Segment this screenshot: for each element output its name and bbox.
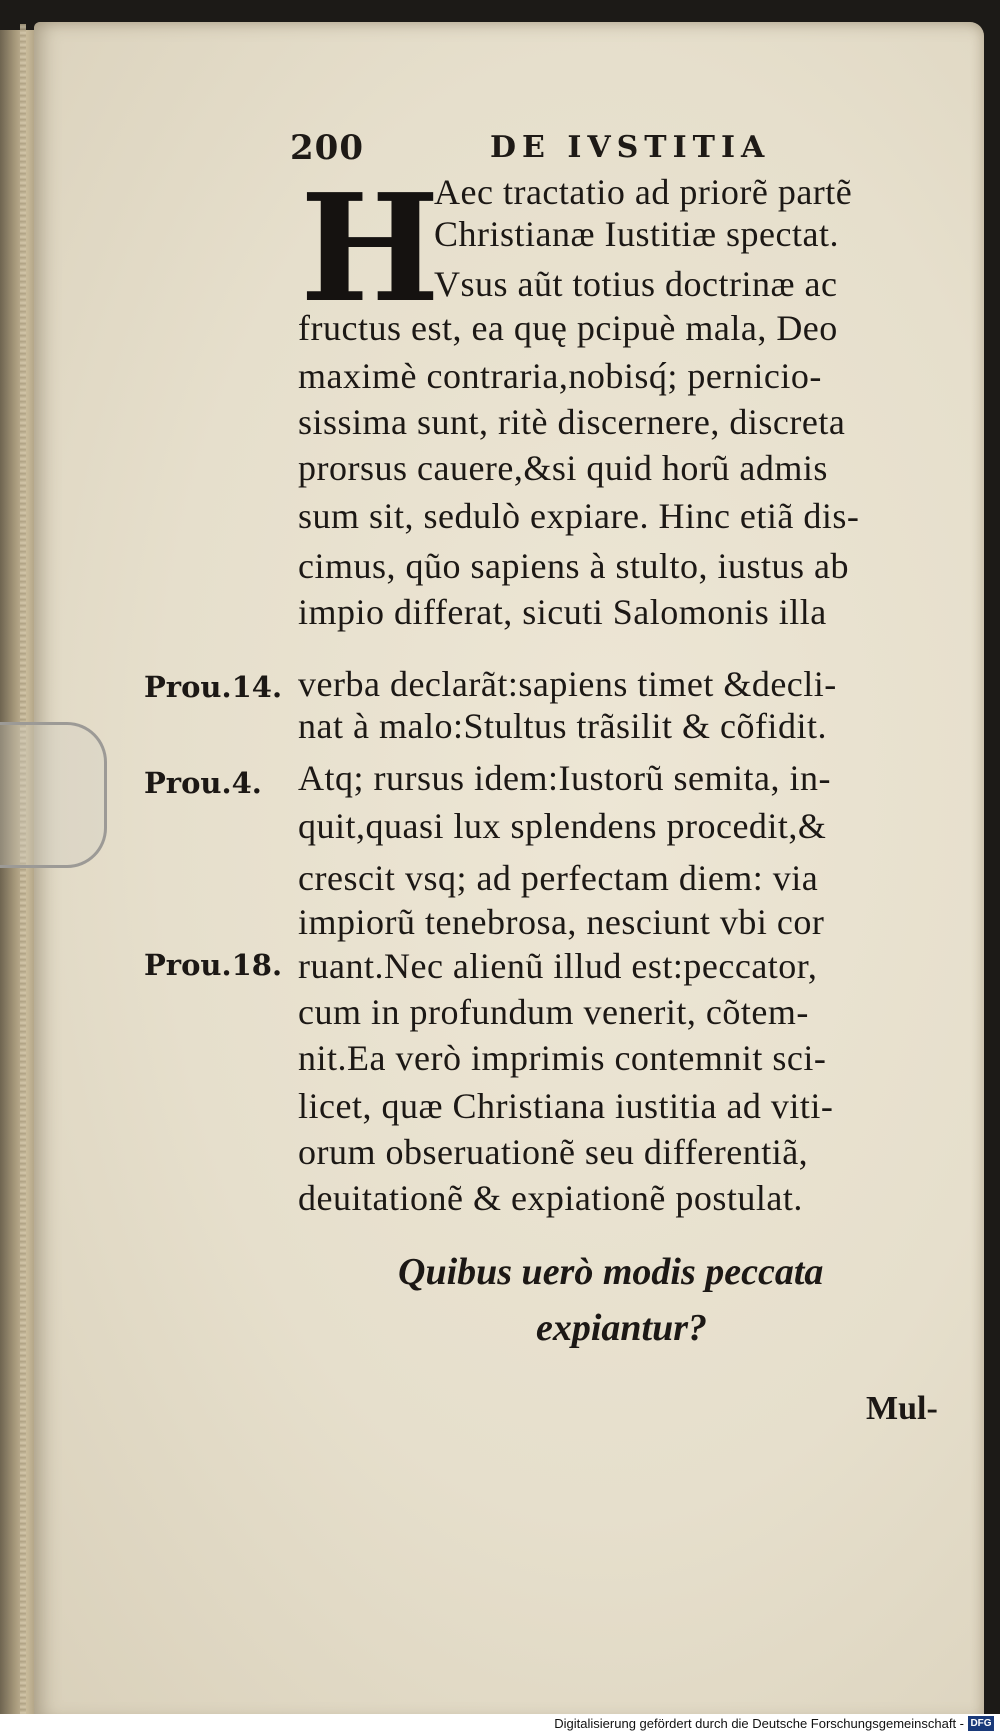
- text-line: maximè contraria,nobisq́; pernicio-: [298, 356, 822, 396]
- text-line: Christianæ Iustitiæ spectat.: [434, 214, 839, 254]
- text-line: licet, quæ Christiana iustitia ad viti-: [298, 1086, 834, 1126]
- question-heading-line-1: Quibus uerò modis peccata: [398, 1251, 824, 1293]
- running-head: DE IVSTITIA: [490, 130, 771, 165]
- text-line: quit,quasi lux splendens procedit,&: [298, 806, 827, 846]
- footer-credit: Digitalisierung gefördert durch die Deutsche Forschungsgemeinschaft -: [554, 1716, 964, 1731]
- text-line: orum obseruationẽ seu differentiã,: [298, 1132, 809, 1172]
- text-line: crescit vsq; ad perfectam diem: via: [298, 858, 819, 898]
- margin-note-prou-18: Prou.18.: [144, 948, 283, 982]
- text-line: nat à malo:Stultus trãsilit & cõfidit.: [298, 706, 827, 746]
- question-heading-line-2: expiantur?: [536, 1307, 708, 1349]
- text-line: verba declarãt:sapiens timet &decli-: [298, 664, 837, 704]
- text-line: cum in profundum venerit, cõtem-: [298, 992, 809, 1032]
- text-line: prorsus cauere,&si quid horũ admis: [298, 448, 828, 488]
- text-line: impio differat, sicuti Salomonis illa: [298, 592, 827, 632]
- digitization-footer: [0, 1714, 1000, 1735]
- catchword: Mul-: [866, 1390, 938, 1427]
- text-line: fructus est, ea quę pcipuè mala, Deo: [298, 308, 838, 348]
- page-number: 200: [290, 128, 364, 168]
- text-line: sissima sunt, ritè discernere, discreta: [298, 402, 846, 442]
- text-line: nit.Ea verò imprimis contemnit sci-: [298, 1038, 827, 1078]
- text-line: sum sit, sedulò expiare. Hinc etiã dis-: [298, 496, 860, 536]
- dfg-logo-icon: DFG: [968, 1716, 994, 1731]
- text-line: Atq; rursus idem:Iustorũ semita, in-: [298, 758, 831, 798]
- text-line: impiorũ tenebrosa, nesciunt vbi cor: [298, 902, 825, 942]
- text-line: Vsus aũt totius doctrinæ ac: [434, 264, 838, 304]
- drop-cap: H: [300, 161, 440, 335]
- text-line: cimus, qũo sapiens à stulto, iustus ab: [298, 546, 849, 586]
- text-line: ruant.Nec alienũ illud est:peccator,: [298, 946, 818, 986]
- margin-note-prou-4: Prou.4.: [144, 766, 262, 800]
- margin-note-prou-14: Prou.14.: [144, 670, 283, 704]
- text-line: deuitationẽ & expiationẽ postulat.: [298, 1178, 803, 1218]
- text-line: Aec tractatio ad priorẽ partẽ: [434, 172, 853, 212]
